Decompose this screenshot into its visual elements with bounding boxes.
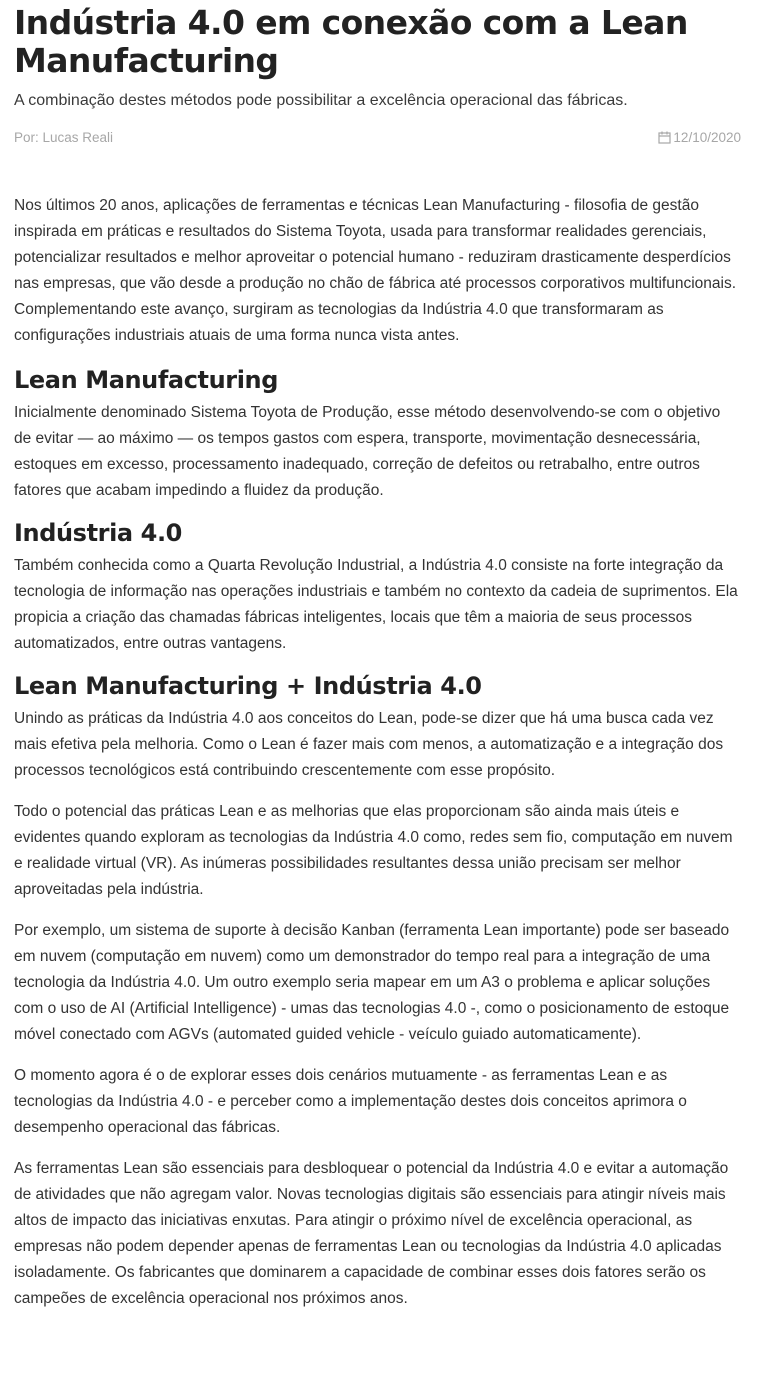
publish-date-text: 12/10/2020 — [673, 129, 741, 145]
article-title: Indústria 4.0 em conexão com a Lean Manufacturing — [14, 3, 688, 80]
paragraph: Todo o potencial das práticas Lean e as melhorias que elas proporcionam são ainda mais úteis e evidentes quando exploram as tecnologias da Indústria 4.0 como, redes sem fio, computação em nuvem e realidade virtual (VR). As inúmeras possibilidades resultantes dessa união precisam ser melhor aproveitadas pela indústria. — [14, 803, 733, 898]
section-heading-lean-industria: Lean Manufacturing + Indústria 4.0 — [14, 672, 482, 700]
paragraph: Unindo as práticas da Indústria 4.0 aos conceitos do Lean, pode-se dizer que há uma busca cada vez mais efetiva pela melhoria. Como o Lean é fazer mais com menos, a automatização e a integração dos processos tecnológicos está contribuindo crescentemente com esse propósito. — [14, 710, 724, 779]
paragraph: Por exemplo, um sistema de suporte à decisão Kanban (ferramenta Lean importante) pode ser baseado em nuvem (computação em nuvem) como um demonstrador do tempo real para a integração de uma tecnologia da Indústria 4.0. Um outro exemplo seria mapear em um A3 o problema e aplicar soluções com o uso de AI (Artificial Intelligence) - umas das tecnologias 4.0 -, como o posicionamento de estoque móvel conectado com AGVs (automated guided vehicle - veículo guiado automaticamente). — [14, 922, 730, 1043]
paragraph: Também conhecida como a Quarta Revolução Industrial, a Indústria 4.0 consiste na forte integração da tecnologia de informação nas operações industriais e também no contexto da cadeia de suprimentos. Ela propicia a criação das chamadas fábricas inteligentes, locais que têm a maioria de seus processos automatizados, entre outras vantagens. — [14, 557, 738, 652]
section-heading-industria: Indústria 4.0 — [14, 519, 182, 547]
paragraph: Inicialmente denominado Sistema Toyota de Produção, esse método desenvolvendo-se com o objetivo de evitar — ao máximo — os tempos gastos com espera, transporte, movimentação desnecessária, estoques em excesso, processamento inadequado, correção de defeitos ou retrabalho, entre outros fatores que acabam impedindo a fluidez da produção. — [14, 404, 721, 499]
article-body — [14, 193, 741, 1312]
author-byline[interactable]: Por: Lucas Reali — [14, 129, 114, 145]
paragraph: As ferramentas Lean são essenciais para desbloquear o potencial da Indústria 4.0 e evitar a automação de atividades que não agregam valor. Novas tecnologias digitais são essenciais para atingir níveis mais altos de impacto das iniciativas enxutas. Para atingir o próximo nível de excelência operacional, as empresas não podem depender apenas de ferramentas Lean ou tecnologias da Indústria 4.0 aplicadas isoladamente. Os fabricantes que dominarem a capacidade de combinar esses dois fatores serão os campeões de excelência operacional nos próximos anos. — [14, 1160, 729, 1307]
publish-date — [658, 130, 741, 145]
article-meta — [14, 127, 741, 147]
intro-paragraph: Nos últimos 20 anos, aplicações de ferramentas e técnicas Lean Manufacturing - filosofia de gestão inspirada em práticas e resultados do Sistema Toyota, usada para transformar realidades gerenciais, potencializar resultados e melhor aproveitar o potencial humano - reduziram drasticamente desperdícios nas empresas, que vão desde a produção no chão de fábrica até processos corporativos multifuncionais. Complementando este avanço, surgiram as tecnologias da Indústria 4.0 que transformaram as configurações industriais atuais de uma forma nunca vista antes. — [14, 197, 737, 344]
calendar-icon — [658, 131, 671, 144]
article-subtitle: A combinação destes métodos pode possibilitar a excelência operacional das fábricas. — [14, 92, 628, 109]
section-heading-lean: Lean Manufacturing — [14, 366, 279, 394]
paragraph: O momento agora é o de explorar esses dois cenários mutuamente - as ferramentas Lean e as tecnologias da Indústria 4.0 - e perceber como a implementação destes dois conceitos aprimora o desempenho operacional das fábricas. — [14, 1067, 687, 1136]
